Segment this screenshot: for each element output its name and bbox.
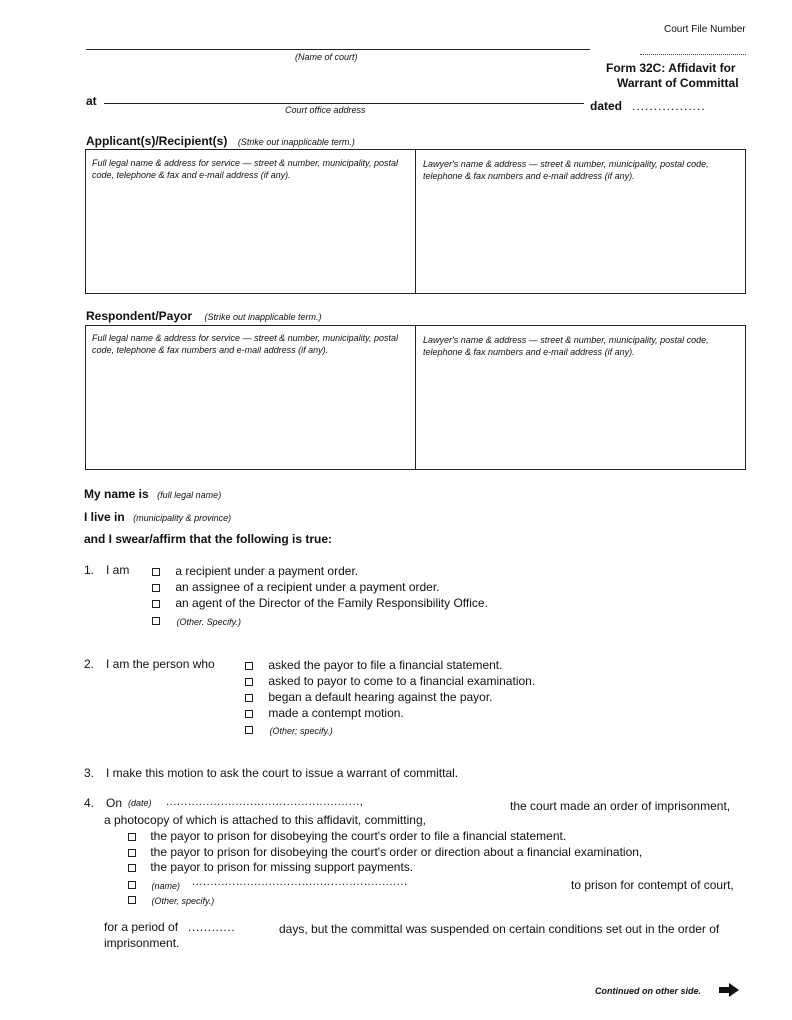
p4-option-1-label: the payor to prison for disobeying the court's order to file a financial statement. (150, 829, 567, 843)
swear-statement: and I swear/affirm that the following is true: (84, 532, 333, 546)
p4-option-2 (128, 845, 642, 859)
respondent-lawyer-cell[interactable]: Lawyer's name & address — street & number, municipality, postal code, telephone & fax numbers and e-mail address (if any). (423, 335, 709, 357)
p4-date-hint: (date) (128, 798, 152, 808)
p2-checkbox-2[interactable] (245, 678, 253, 686)
p1-label: I am (106, 563, 130, 577)
continued-note: Continued on other side. (595, 986, 701, 996)
p4-checkbox-3[interactable] (128, 864, 136, 872)
p2-option-1-label: asked the payor to file a financial statement. (268, 658, 503, 672)
p2-option-1 (245, 658, 502, 672)
court-office-address-label: Court office address (285, 105, 366, 115)
p4-period-field[interactable]: ............ (188, 920, 236, 934)
applicant-heading-row (86, 132, 355, 150)
at-label: at (86, 94, 97, 108)
p4-option-3-label: the payor to prison for missing support payments. (150, 860, 414, 874)
p4-contempt: to prison for contempt of court, (571, 878, 734, 892)
p4-imprisonment: imprisonment. (104, 936, 180, 950)
p2-checkbox-1[interactable] (245, 662, 253, 670)
p1-checkbox-4[interactable] (152, 617, 160, 625)
p2-option-5 (245, 721, 333, 739)
p4-period-text: days, but the committal was suspended on certain conditions set out in the order of (279, 922, 720, 936)
court-file-number-line[interactable] (640, 54, 746, 55)
p1-option-1 (152, 564, 358, 578)
p1-option-2 (152, 580, 440, 594)
my-name-label: My name is (84, 487, 149, 501)
p4-option-5-label: (Other, specify.) (151, 896, 215, 906)
p3-text: I make this motion to ask the court to issue a warrant of committal. (106, 766, 459, 780)
p1-number: 1. (84, 563, 95, 577)
p2-label: I am the person who (106, 657, 215, 671)
p2-checkbox-5[interactable] (245, 726, 253, 734)
p1-option-4 (152, 612, 241, 630)
court-office-address-line[interactable] (104, 103, 584, 104)
p4-number: 4. (84, 796, 95, 810)
respondent-note: (Strike out inapplicable term.) (204, 312, 322, 322)
p4-option-5 (128, 891, 214, 909)
arrow-right-icon (719, 983, 739, 1002)
p1-option-1-label: a recipient under a payment order. (175, 564, 359, 578)
p4-on-label: On (106, 796, 123, 810)
my-name-row (84, 485, 221, 503)
p2-option-4-label: made a contempt motion. (268, 706, 404, 720)
applicant-note: (Strike out inapplicable term.) (237, 137, 355, 147)
p2-number: 2. (84, 657, 95, 671)
respondent-heading-row (86, 307, 322, 325)
applicant-name-address-cell[interactable]: Full legal name & address for service — street & number, municipality, postal code, telephone & fax and e-mail address (if any). (92, 158, 398, 180)
p4-date-field[interactable]: ....................................................., (166, 796, 364, 808)
p1-option-3-label: an agent of the Director of the Family Responsibility Office. (175, 596, 488, 610)
p1-checkbox-3[interactable] (152, 600, 160, 608)
p2-option-2 (245, 674, 535, 688)
p4-name-hint: (name) (151, 881, 180, 891)
p4-name-field[interactable]: ........................................................... (192, 876, 408, 888)
p4-period-label: for a period of (104, 920, 179, 934)
dated-field[interactable]: ................. (632, 99, 706, 113)
respondent-table-divider (415, 325, 416, 470)
p4-option-2-label: the payor to prison for disobeying the court's order or direction about a financial examination, (150, 845, 643, 859)
court-file-number-label: Court File Number (664, 24, 746, 35)
p4-court-made: the court made an order of imprisonment, (510, 799, 731, 813)
full-legal-name-hint[interactable]: (full legal name) (157, 490, 222, 500)
applicant-lawyer-cell[interactable]: Lawyer's name & address — street & number, municipality, postal code, telephone & fax numbers and e-mail address (if any). (423, 159, 709, 181)
p2-option-2-label: asked to payor to come to a financial examination. (268, 674, 536, 688)
p4-checkbox-2[interactable] (128, 849, 136, 857)
respondent-heading: Respondent/Payor (86, 309, 193, 323)
p1-checkbox-2[interactable] (152, 584, 160, 592)
municipality-hint[interactable]: (municipality & province) (133, 513, 232, 523)
respondent-name-address-cell[interactable]: Full legal name & address for service — street & number, municipality, postal code, telephone & fax numbers and e-mail address (if any). (92, 333, 398, 355)
p4-checkbox-5[interactable] (128, 896, 136, 904)
p4-photocopy: a photocopy of which is attached to this affidavit, committing, (104, 813, 426, 827)
p1-option-3 (152, 596, 488, 610)
applicant-table-divider (415, 149, 416, 294)
p4-option-1 (128, 829, 566, 843)
p2-option-3 (245, 690, 493, 704)
p1-option-4-label: (Other. Specify.) (176, 617, 241, 627)
p2-checkbox-4[interactable] (245, 710, 253, 718)
p4-checkbox-4[interactable] (128, 881, 136, 889)
p1-option-2-label: an assignee of a recipient under a payment order. (175, 580, 440, 594)
live-in-row (84, 508, 231, 526)
live-in-label: I live in (84, 510, 125, 524)
p2-option-3-label: began a default hearing against the payor. (268, 690, 493, 704)
applicant-heading: Applicant(s)/Recipient(s) (86, 134, 228, 148)
p2-option-5-label: (Other; specify.) (269, 726, 333, 736)
name-of-court-line[interactable] (86, 49, 590, 50)
p2-option-4 (245, 706, 404, 720)
p1-checkbox-1[interactable] (152, 568, 160, 576)
form-title-line1: Form 32C: Affidavit for (606, 61, 736, 75)
form-title-line2: Warrant of Committal (617, 76, 739, 90)
p3-number: 3. (84, 766, 95, 780)
dated-label: dated (590, 99, 623, 113)
name-of-court-label: (Name of court) (295, 52, 358, 62)
p4-option-3 (128, 860, 413, 874)
p4-checkbox-1[interactable] (128, 833, 136, 841)
p2-checkbox-3[interactable] (245, 694, 253, 702)
